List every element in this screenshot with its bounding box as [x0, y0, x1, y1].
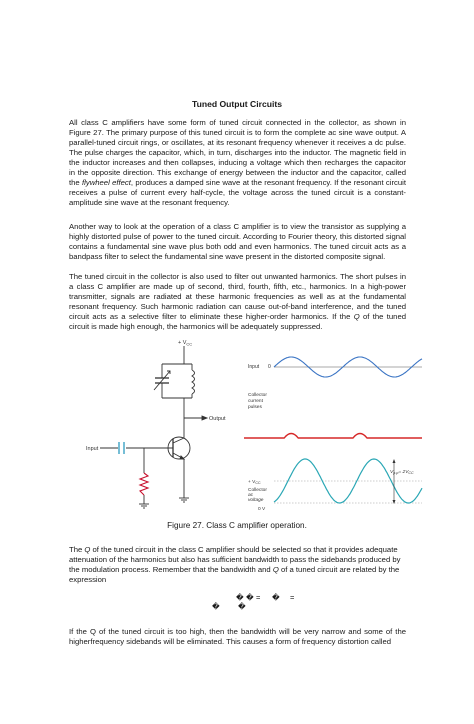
- wave-zero-label: 0: [268, 364, 271, 370]
- vcc-label: + $V_{CC}$: [178, 340, 193, 347]
- collector-current-label: Collector current pulses: [248, 393, 267, 410]
- zero-v-label: 0 V: [258, 507, 266, 512]
- p3-q-symbol: Q: [353, 312, 360, 322]
- emitter-arrow: [180, 456, 184, 459]
- base-resistor: [140, 473, 148, 495]
- class-c-amplifier-figure: [82, 338, 432, 520]
- plus-vcc-label: + $V_{CC}$: [248, 480, 261, 486]
- formula-glyph-1: �: [236, 593, 244, 602]
- output-arrow: [202, 416, 207, 420]
- output-label: Output: [209, 416, 226, 422]
- collector-voltage-label: Collector ac voltage: [248, 488, 267, 503]
- transistor-collector: [173, 438, 184, 443]
- p1-text-a: All class C amplifiers have some form of tuned circuit connected in the collector, as shown in Figure 27. The primary purpose of this tuned circuit is to form the complete ac sine wave output. A parallel-tuned circuit rings, or oscillates, at its resonant frequency whenever it receives a dc pulse. The pulse charges the capacitor, which, in turn, discharges into the inductor. The magnetic field in the inductor increases and then collapses, inducing a voltage which then recharges the capacitor in the opposite direction. This exchange of energy between the inductor and the capacitor, called the: [69, 118, 406, 188]
- p4-text-a: The: [69, 545, 85, 554]
- p3-text-a: The tuned circuit in the collector is also used to filter out unwanted harmonics. The short pulses in a class C amplifier are made up of second, third, fourth, fifth, etc., harmonics. In a high-power transmitter, signals are radiated at these harmonic frequencies as well as at the fundamental resonant frequency. Such harmonic radiation can cause out-of-band interference, and the tuned circuit acts as a selective filter to eliminate these higher-order harmonics. If the: [69, 272, 406, 322]
- p4-q-symbol-2: Q: [272, 565, 279, 575]
- schematic: [100, 346, 207, 508]
- p4-text-c: of a tuned circuit are related by the expression: [69, 565, 400, 585]
- paragraph-high-q-effect: If the Q of the tuned circuit is too high, then the bandwidth will be very narrow and some of the higherfrequency sidebands will be eliminated. This causes a form of frequency distortion called: [69, 627, 406, 647]
- reference-lines: [274, 481, 422, 503]
- paragraph-tuned-circuit-intro: [69, 118, 406, 208]
- page-title: Tuned Output Circuits: [191, 99, 283, 109]
- collector-current-pulses: [244, 434, 422, 439]
- input-label: Input: [86, 446, 99, 452]
- vpp-label: $V_{p-p}= 2V_{CC}$: [390, 470, 414, 476]
- vpp-arrow-down: [393, 500, 396, 504]
- formula-glyph-3: �: [272, 593, 280, 602]
- paragraph-q-selection: [69, 545, 406, 585]
- p3-text-b: of the tuned circuit is made high enough, the harmonics will be adequately suppressed.: [69, 312, 406, 332]
- p1-emphasis: flywheel effect: [82, 178, 131, 188]
- formula-equals-2: =: [290, 593, 295, 602]
- formula-glyph-4: �: [212, 602, 220, 611]
- paragraph-harmonics: [69, 272, 406, 332]
- p4-text-b: of the tuned circuit in the class C amplifier should be selected so that it provides adequate attenuation of the harmonics but also has sufficient bandwidth to pass the sidebands produced by the modulation process. Remember that the bandwidth and: [69, 545, 401, 575]
- formula-equals-1: =: [256, 593, 261, 602]
- p4-q-symbol-1: Q: [84, 545, 91, 554]
- wave-input-label: Input: [248, 364, 260, 370]
- figure-caption: Figure 27. Class C amplifier operation.: [167, 521, 307, 530]
- formula-glyph-5: �: [238, 602, 246, 611]
- paragraph-fourier-view: Another way to look at the operation of a class C amplifier is to view the transistor as supplying a highly distorted pulse of power to the tuned circuit. According to Fourier theory, this distorted signal contains a fundamental sine wave plus both odd and even harmonics. The tuned circuit acts as a bandpass filter to select the fundamental sine wave present in the distorted composite signal.: [69, 222, 406, 262]
- inductor-coil: [192, 370, 195, 394]
- vpp-arrow-up: [393, 459, 396, 463]
- coupling-capacitor: [119, 442, 124, 454]
- p1-text-b: , produces a damped sine wave at the resonant frequency. If the resonant circuit receives a pulse of current every half-cycle, the voltage across the tuned circuit is a constant-amplitude sine wave at the resonant frequency.: [69, 178, 407, 208]
- formula-glyph-2: �: [246, 593, 254, 602]
